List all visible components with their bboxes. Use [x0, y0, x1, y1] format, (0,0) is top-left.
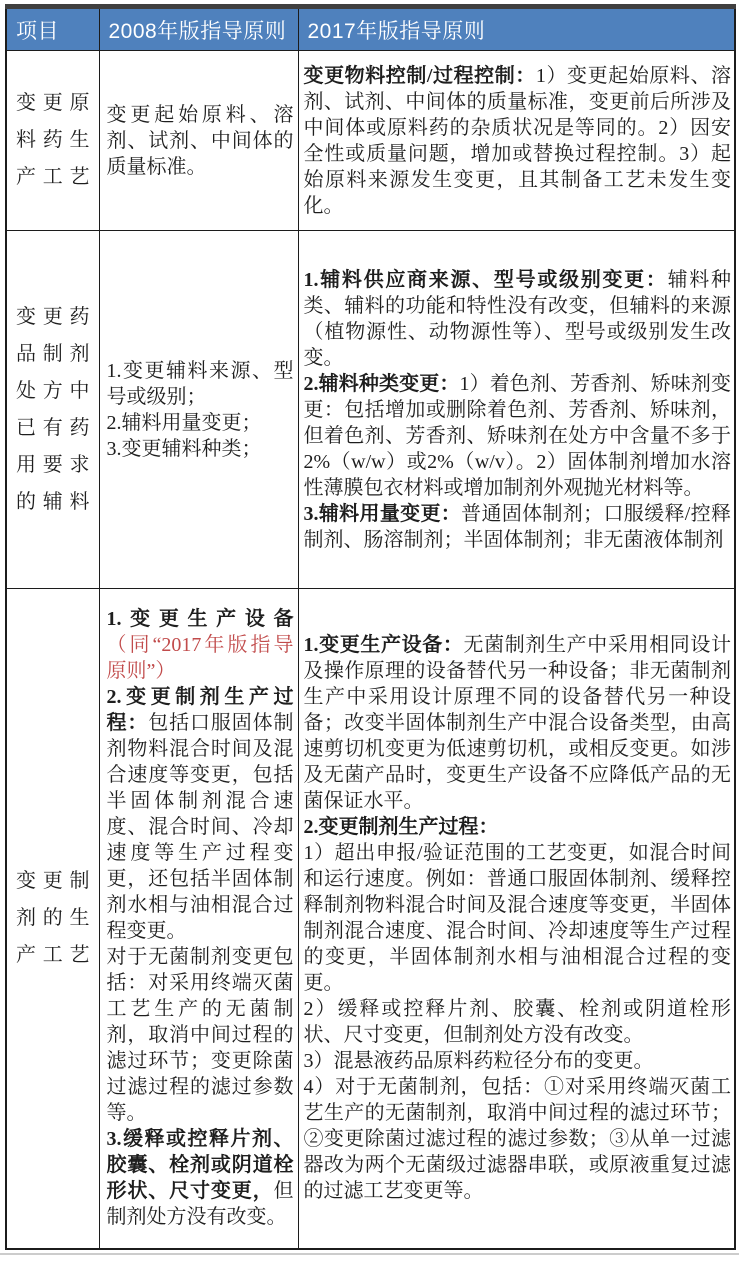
text-run: 1）着色剂、芳香剂、矫味剂变更：包括增加或删除着色剂、芳香剂、矫味剂，但着色剂、芳香剂、矫味剂在处方中含量不多于2%（w/w）或2%（w/v）。2）固体制剂增加水溶性薄膜包衣材料或增加制剂外观抛光材料等。 — [303, 372, 732, 499]
header-cell-2008: 2008年版指导原则 — [99, 7, 298, 51]
text-run: 但制剂处方没有改变。 — [106, 1180, 294, 1229]
text-run: 对于无菌制剂变更包括：对采用终端灭菌工艺生产的无菌制剂，取消中间过程的滤过环节；变更除菌过滤过程的滤过参数等。 — [106, 946, 294, 1125]
text-run: 4）对于无菌制剂，包括：①对采用终端灭菌工艺生产的无菌制剂，取消中间过程的滤过环节；②变更除菌过滤过程的滤过参数；③从单一过滤器改为两个无菌级过滤器串联，或原液重复过滤的过滤工艺变更等。 — [303, 1076, 731, 1203]
text-run: 2）缓释或控释片剂、胶囊、栓剂或阴道栓形状、尺寸变更，但制剂处方没有改变。 — [303, 998, 731, 1047]
guidance-comparison-table — [5, 4, 736, 1250]
bold-text-run: 2.辅料种类变更： — [303, 372, 460, 395]
cell-2008-excipients — [99, 231, 298, 589]
header-cell-item: 项目 — [6, 7, 99, 51]
table-body — [6, 51, 735, 1249]
text-run: 1）变更起始原料、溶剂、试剂、中间体的质量标准，变更前后所涉及中间体或原料药的杂质状况是等同的。2）因安全性或质量问题，增加或替换过程控制。3）起始原料来源发生变更，且其制备工艺未发生变化。 — [303, 64, 732, 217]
text-run: 3.变更辅料种类； — [106, 437, 262, 460]
text-run: 无菌制剂生产中采用相同设计及操作原理的设备替代另一种设备；非无菌制剂生产中采用设计原理不同的设备替代另一种设备；改变半固体制剂生产中混合设备类型，由高速剪切机变更为低速剪切机，或相反变更。如涉及无菌产品时，变更生产设备不应降低产品的无菌保证水平。 — [303, 634, 731, 813]
red-text-run: （同“2017年版指导原则”） — [106, 634, 294, 683]
bold-text-run: 3.辅料用量变更： — [303, 502, 462, 525]
text-run: 变更起始原料、溶剂、试剂、中间体的质量标准。 — [106, 103, 294, 178]
row-item-label: 变更制剂的生产工艺 — [6, 589, 99, 1249]
bold-text-run: 变更物料控制/过程控制： — [303, 64, 536, 87]
row-item-label: 变更药品制剂处方中已有药用要求的辅料 — [6, 231, 99, 589]
text-run: 1.变更辅料来源、型号或级别； — [106, 359, 294, 408]
bold-text-run: 3.缓释或控释片剂、胶囊、栓剂或阴道栓形状、尺寸变更， — [106, 1128, 294, 1203]
text-run: 包括口服固体制剂物料混合时间及混合速度等变更，包括半固体制剂混合速度、混合时间、冷却速度等生产过程变更，还包括半固体制剂水相与油相混合过程变更。 — [106, 712, 294, 943]
cell-2017-excipients — [298, 231, 735, 589]
bold-text-run: 2.变更制剂生产过程： — [106, 686, 294, 735]
table-header — [6, 7, 735, 51]
row-item-label: 变更原料药生产工艺 — [6, 51, 99, 231]
bold-text-run: 1.变更生产设备： — [303, 634, 464, 657]
table-row-preparation-process — [6, 589, 735, 1249]
bold-text-run: 1.变更生产设备 — [106, 608, 294, 631]
text-run: 普通固体制剂；口服缓释/控释制剂、肠溶制剂；半固体制剂；非无菌液体制剂 — [303, 502, 732, 551]
bold-text-run: 2.变更制剂生产过程： — [303, 816, 499, 839]
bold-text-run: 1.辅料供应商来源、型号或级别变更： — [303, 268, 668, 291]
table-row-api-process — [6, 51, 735, 231]
cell-2017-preparation-process — [298, 589, 735, 1249]
bottom-divider — [0, 1253, 739, 1255]
text-run: 2.辅料用量变更； — [106, 411, 262, 434]
header-cell-2017: 2017年版指导原则 — [298, 7, 735, 51]
table-row-excipients — [6, 231, 735, 589]
text-run: 辅料种类、辅料的功能和特性没有改变，但辅料的来源（植物源性、动物源性等）、型号或级别发生改变。 — [303, 268, 732, 369]
cell-2017-api-process — [298, 51, 735, 231]
text-run: 3）混悬液药品原料药粒径分布的变更。 — [303, 1050, 654, 1073]
header-row — [6, 7, 735, 51]
text-run: 1）超出申报/验证范围的工艺变更，如混合时间和运行速度。例如：普通口服固体制剂、缓释控释制剂物料混合时间及混合速度等变更，半固体制剂混合速度、混合时间、冷却速度等生产过程的变更，半固体制剂水相与油相混合过程的变更。 — [303, 842, 731, 995]
cell-2008-preparation-process — [99, 589, 298, 1249]
cell-2008-api-process — [99, 51, 298, 231]
